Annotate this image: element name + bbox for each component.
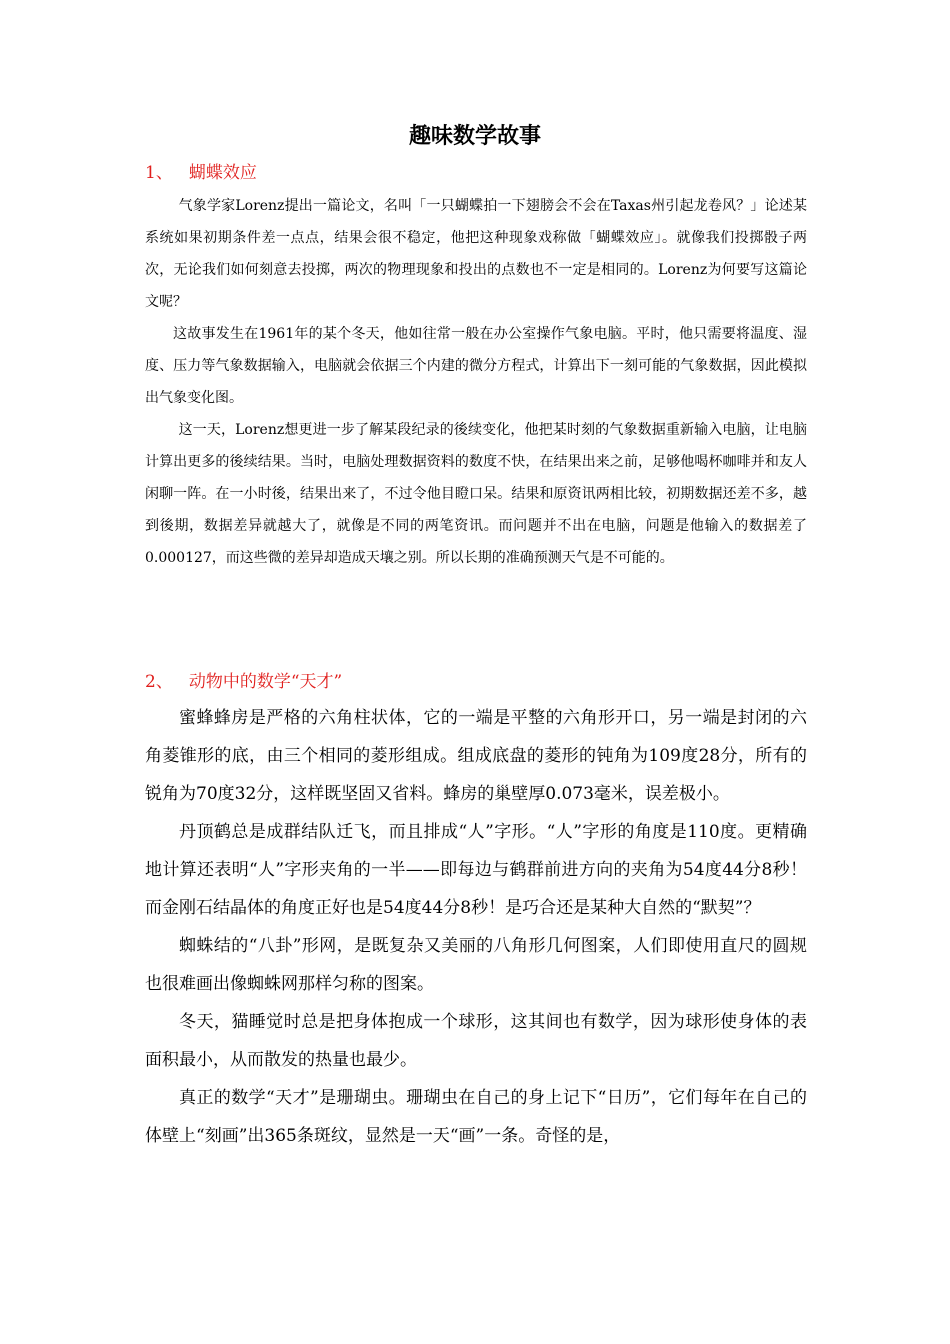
document-title: 趣味数学故事 <box>408 124 541 149</box>
section-heading-animals <box>145 669 342 695</box>
paragraph: 冬天，猫睡觉时总是把身体抱成一个球形，这其间也有数学，因为球形使身体的表面积最小，从而散发的热量也最少。 <box>145 1012 807 1070</box>
section-body-animals <box>145 699 807 1155</box>
paragraph: 真正的数学“天才”是珊瑚虫。珊瑚虫在自己的身上记下“日历”，它们每年在自己的体壁上“刻画”出365条斑纹，显然是一天“画”一条。奇怪的是， <box>145 1088 807 1146</box>
section-number: 2、 <box>145 672 173 692</box>
paragraph: 丹顶鹤总是成群结队迁飞，而且排成“人”字形。“人”字形的角度是110度。更精确地计算还表明“人”字形夹角的一半——即每边与鹤群前进方向的夹角为54度44分8秒！而金刚石结晶体的角度正好也是54度44分8秒！是巧合还是某种大自然的“默契”？ <box>145 822 807 918</box>
paragraph: 气象学家Lorenz提出一篇论文，名叫「一只蝴蝶拍一下翅膀会不会在Taxas州引起龙卷风？」论述某系统如果初期条件差一点点，结果会很不稳定，他把这种现象戏称做「蝴蝶效应」。就像我们投掷骰子两次，无论我们如何刻意去投掷，两次的物理现象和投出的点数也不一定是相同的。Lorenz为何要写这篇论文呢？ <box>145 198 807 310</box>
paragraph: 这一天，Lorenz想更进一步了解某段纪录的後续变化，他把某时刻的气象数据重新输入电脑，让电脑计算出更多的後续结果。当时，电脑处理数据资料的数度不快，在结果出来之前，足够他喝杯咖啡并和友人闲聊一阵。在一小时後，结果出来了，不过令他目瞪口呆。结果和原资讯两相比较，初期数据还差不多，越到後期，数据差异就越大了，就像是不同的两笔资讯。而问题并不出在电脑，问题是他输入的数据差了0.000127，而这些微的差异却造成天壤之别。所以长期的准确预测天气是不可能的。 <box>145 422 807 566</box>
section-title: 蝴蝶效应 <box>188 163 257 183</box>
paragraph: 这故事发生在1961年的某个冬天，他如往常一般在办公室操作气象电脑。平时，他只需要将温度、湿度、压力等气象数据输入，电脑就会依据三个内建的微分方程式，计算出下一刻可能的气象数据，因此模拟出气象变化图。 <box>145 326 807 406</box>
section-title: 动物中的数学“天才” <box>188 672 343 692</box>
paragraph: 蜘蛛结的“八卦”形网，是既复杂又美丽的八角形几何图案，人们即使用直尺的圆规也很难画出像蜘蛛网那样匀称的图案。 <box>145 936 807 994</box>
section-body-butterfly <box>145 190 807 574</box>
paragraph: 蜜蜂蜂房是严格的六角柱状体，它的一端是平整的六角形开口，另一端是封闭的六角菱锥形的底，由三个相同的菱形组成。组成底盘的菱形的钝角为109度28分，所有的锐角为70度32分，这样既坚固又省料。蜂房的巢壁厚0.073毫米，误差极小。 <box>145 708 807 804</box>
section-number: 1、 <box>145 163 173 183</box>
section-heading-butterfly <box>145 160 257 186</box>
